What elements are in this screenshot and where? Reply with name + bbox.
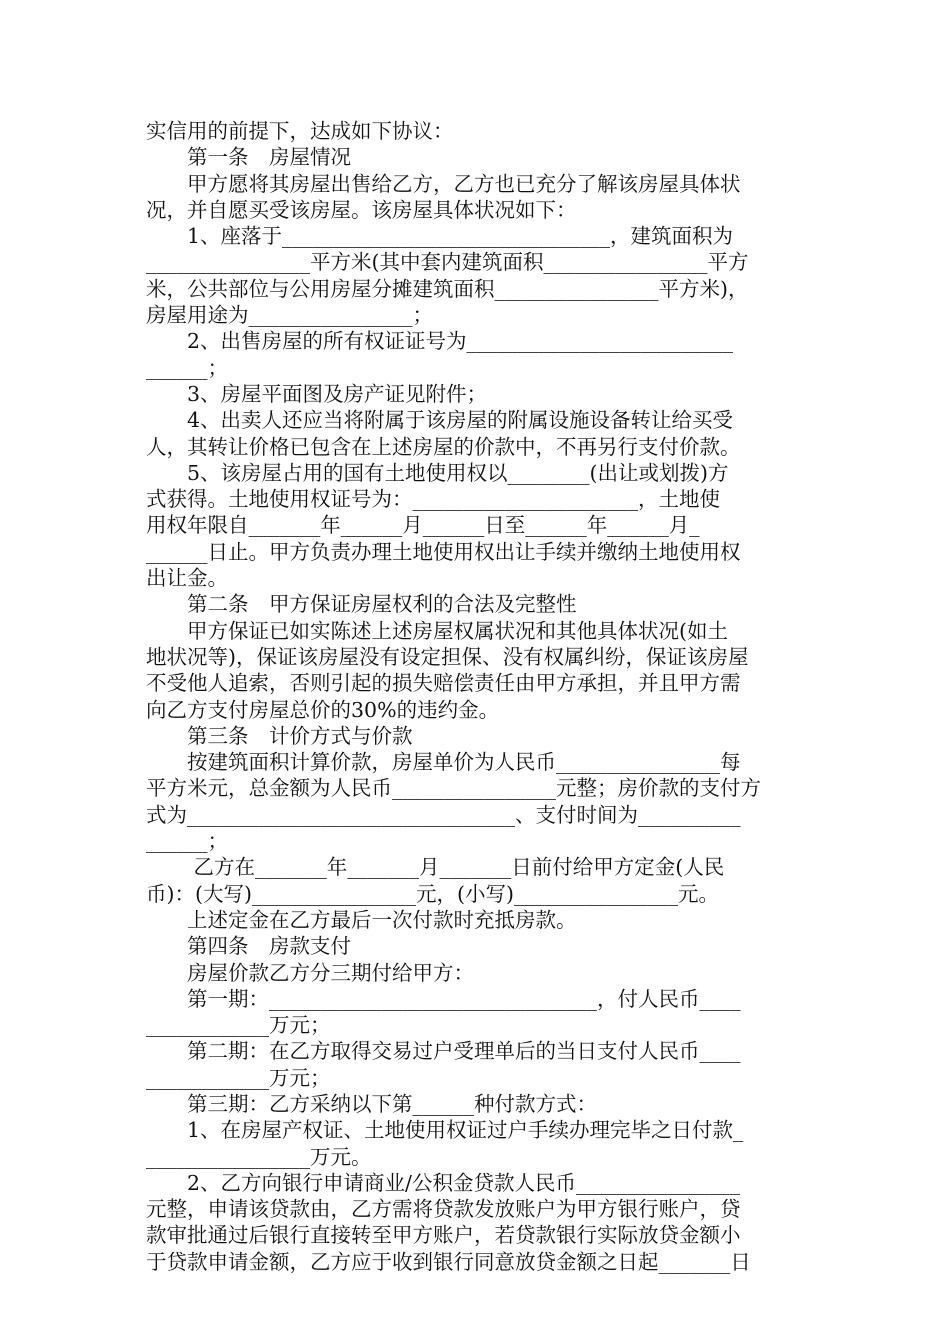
text-line: ________________万元。 [146, 1144, 372, 1169]
text-line: ____________万元； [146, 1065, 331, 1090]
text-line: 人，其转让价格已包含在上述房屋的价款中，不再另行支付价款。 [146, 434, 741, 459]
text-line: 第二期：在乙方取得交易过户受理单后的当日支付人民币____ [146, 1039, 741, 1064]
text-line: 房屋用途为________________； [146, 303, 433, 328]
text-line: 房屋价款乙方分三期付给甲方： [146, 960, 474, 985]
text-line: 5、该房屋占用的国有土地使用权以________(出让或划拨)方 [146, 460, 729, 485]
text-line: 出让金。 [146, 566, 228, 591]
text-line: ______； [146, 355, 228, 380]
text-line: 1、在房屋产权证、土地使用权证过户手续办理完毕之日付款_ [146, 1118, 744, 1143]
text-line: 3、房屋平面图及房产证见附件； [146, 381, 488, 406]
text-line: 式为________________________________、支付时间为__________ [146, 802, 741, 827]
text-line: 甲方保证已如实陈述上述房屋权属状况和其他具体状况(如土 [146, 618, 728, 643]
text-line: 币)：(大写)________________元，(小写)________________元。 [146, 881, 719, 906]
text-line: 款审批通过后银行直接转至甲方账户，若贷款银行实际放贷金额小 [146, 1223, 741, 1248]
text-line: 地状况等)，保证该房屋没有设定担保、没有权属纠纷，保证该房屋 [146, 644, 749, 669]
text-line: 式获得。土地使用权证号为：______________________，土地使 [146, 487, 720, 512]
text-line: ________________平方米(其中套内建筑面积________________平方 [146, 250, 749, 275]
text-line: 于贷款申请金额，乙方应于收到银行同意放贷金额之日起_______日 [146, 1249, 751, 1274]
text-line: 上述定金在乙方最后一次付款时充抵房款。 [146, 907, 577, 932]
text-line: 用权年限自_______年______月______日至______年______月_ [146, 513, 700, 538]
text-line: 甲方愿将其房屋出售给乙方，乙方也已充分了解该房屋具体状 [146, 171, 741, 196]
text-line: ______； [146, 829, 228, 854]
article-heading: 第四条 房款支付 [146, 934, 351, 959]
text-line: 1、座落于________________________________，建筑面积为 [146, 224, 734, 249]
article-heading: 第二条 甲方保证房屋权利的合法及完整性 [146, 592, 577, 617]
text-line: 2、乙方向银行申请商业/公积金贷款人民币________________ [146, 1170, 740, 1195]
text-line: 平方米元，总金额为人民币________________元整；房价款的支付方 [146, 776, 761, 801]
text-line: 按建筑面积计算价款，房屋单价为人民币________________每 [146, 750, 741, 775]
text-line: 米，公共部位与公用房屋分摊建筑面积________________平方米)， [146, 276, 749, 301]
text-line: 第一期：________________________________，付人民币____ [146, 986, 741, 1011]
text-line: 第三期：乙方采纳以下第______种付款方式： [146, 1091, 597, 1116]
text-line: 乙方在_______年_______月_______日前付给甲方定金(人民 [146, 855, 725, 880]
text-line: 4、出卖人还应当将附属于该房屋的附属设施设备转让给买受 [146, 408, 734, 433]
article-heading: 第三条 计价方式与价款 [146, 723, 413, 748]
text-line: 况，并自愿买受该房屋。该房屋具体状况如下： [146, 197, 577, 222]
text-line: 不受他人追索，否则引起的损失赔偿责任由甲方承担，并且甲方需 [146, 671, 741, 696]
text-line: 2、出售房屋的所有权证证号为__________________________ [146, 329, 734, 354]
text-line: ____________万元； [146, 1013, 331, 1038]
text-line: 实信用的前提下，达成如下协议： [146, 119, 454, 143]
contract-page [146, 118, 808, 1275]
article-heading: 第一条 房屋情况 [146, 145, 351, 170]
text-line: ______日止。甲方负责办理土地使用权出让手续并缴纳土地使用权 [146, 539, 741, 564]
text-line: 向乙方支付房屋总价的30%的违约金。 [146, 697, 500, 722]
text-line: 元整，申请该贷款由，乙方需将贷款发放账户为甲方银行账户，贷 [146, 1197, 741, 1222]
